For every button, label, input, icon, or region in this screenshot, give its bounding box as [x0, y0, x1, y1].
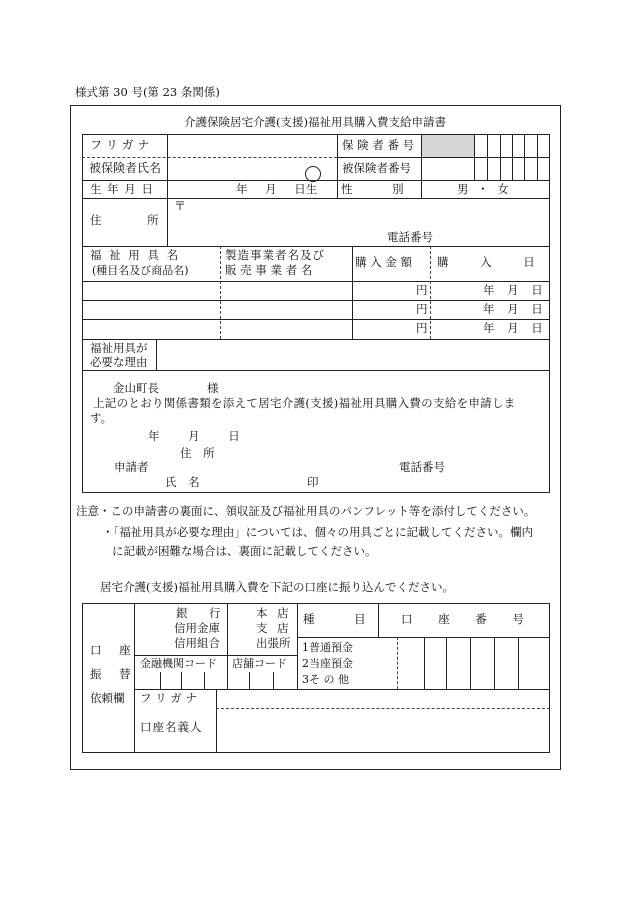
yen-3: 円	[416, 321, 428, 335]
postal-mark: 〒	[174, 199, 187, 213]
insurer-no-label: 保 険 者 番 号	[342, 138, 415, 152]
seal-circle	[305, 166, 321, 182]
addressee: 金山町長	[113, 381, 159, 395]
maker-label: 製造事業者名及び	[225, 248, 325, 262]
reason-label-2: 必要な理由	[90, 355, 148, 369]
insurer-shaded-cell	[422, 135, 474, 157]
insured-name-label: 被保険者氏名	[89, 161, 162, 175]
branch-type-3: 出張所	[256, 636, 291, 650]
birth-date-label: 生 年 月 日	[90, 182, 153, 196]
note-2a: ・「福祉用具が必要な理由」については、個々の用具ごとに記載してください。欄内	[102, 525, 534, 539]
bank-type-3: 信用組合	[174, 636, 220, 650]
ymd-3: 年 月 日	[483, 321, 543, 335]
reason-label-1: 福祉用具が	[90, 341, 148, 355]
deposit-option-2[interactable]: 2当座預金	[302, 657, 353, 670]
product-name-sub: (種目名及び商品名)	[92, 264, 189, 277]
sex-options[interactable]: 男 ・ 女	[457, 182, 509, 196]
bank-type-2: 信用金庫	[174, 621, 220, 635]
bank-col-label-2: 振 替	[90, 667, 131, 681]
applicant-address: 住 所	[180, 446, 215, 460]
seller-label: 販 売 事 業 者 名	[225, 263, 313, 277]
page-title: 介護保険居宅介護(支援)福祉用具購入費支給申請書	[184, 115, 446, 129]
applicant-phone: 電話番号	[399, 460, 445, 474]
address-phone-label: 電話番号	[387, 230, 433, 244]
honorific: 様	[207, 381, 219, 395]
purchase-date-label: 購 入 日	[437, 255, 535, 269]
birth-ymd: 年 月 日生	[236, 182, 318, 196]
deposit-option-1[interactable]: 1普通預金	[302, 641, 353, 654]
insured-no-label: 被保険者番号	[342, 161, 411, 175]
ymd-1: 年 月 日	[483, 283, 543, 297]
sex-label: 性 別	[341, 182, 404, 196]
product-name-label: 福 祉 用 具 名	[90, 248, 179, 262]
bank-col-label-3: 依頼欄	[90, 691, 125, 705]
account-holder-label: 口座名義人	[140, 720, 203, 734]
branch-type-1: 本 店	[256, 606, 289, 620]
seal-mark: 印	[307, 475, 319, 489]
ymd-2: 年 月 日	[483, 302, 543, 316]
note-1: 注意・この申請書の裏面に、領収証及び福祉用具のパンフレット等を添付してください。	[76, 504, 536, 518]
note-2b: に記載が困難な場合は、裏面に記載してください。	[112, 544, 377, 558]
applicant-name: 氏 名	[165, 475, 200, 489]
bank-code-label: 金融機関コード	[140, 657, 217, 670]
deposit-option-3[interactable]: 3そ の 他	[302, 673, 349, 686]
form-number: 様式第 30 号(第 23 条関係)	[75, 85, 220, 99]
application-body-1: 上記のとおり関係書類を添えて居宅介護(支援)福祉用具購入費の支給を申請しま	[93, 396, 516, 410]
deposit-type-label: 種 目	[303, 612, 366, 626]
bank-furigana-label: フ リ ガ ナ	[140, 691, 197, 705]
branch-code-label: 店舗コード	[232, 657, 287, 670]
applicant-label: 申請者	[114, 460, 149, 474]
yen-1: 円	[416, 283, 428, 297]
account-no-label: 口 座 番 号	[401, 612, 524, 626]
bank-col-label-1: 口 座	[90, 643, 131, 657]
furigana-label: フ リ ガ ナ	[90, 138, 150, 152]
application-body-2: す。	[90, 411, 113, 425]
branch-type-2: 支 店	[256, 621, 289, 635]
amount-label: 購 入 金 額	[355, 255, 412, 269]
transfer-intro: 居宅介護(支援)福祉用具購入費を下記の口座に振り込んでください。	[100, 580, 454, 594]
address-label: 住 所	[90, 213, 159, 227]
bank-type-1: 銀 行	[176, 606, 221, 620]
application-date: 年 月 日	[148, 429, 240, 443]
yen-2: 円	[416, 302, 428, 316]
